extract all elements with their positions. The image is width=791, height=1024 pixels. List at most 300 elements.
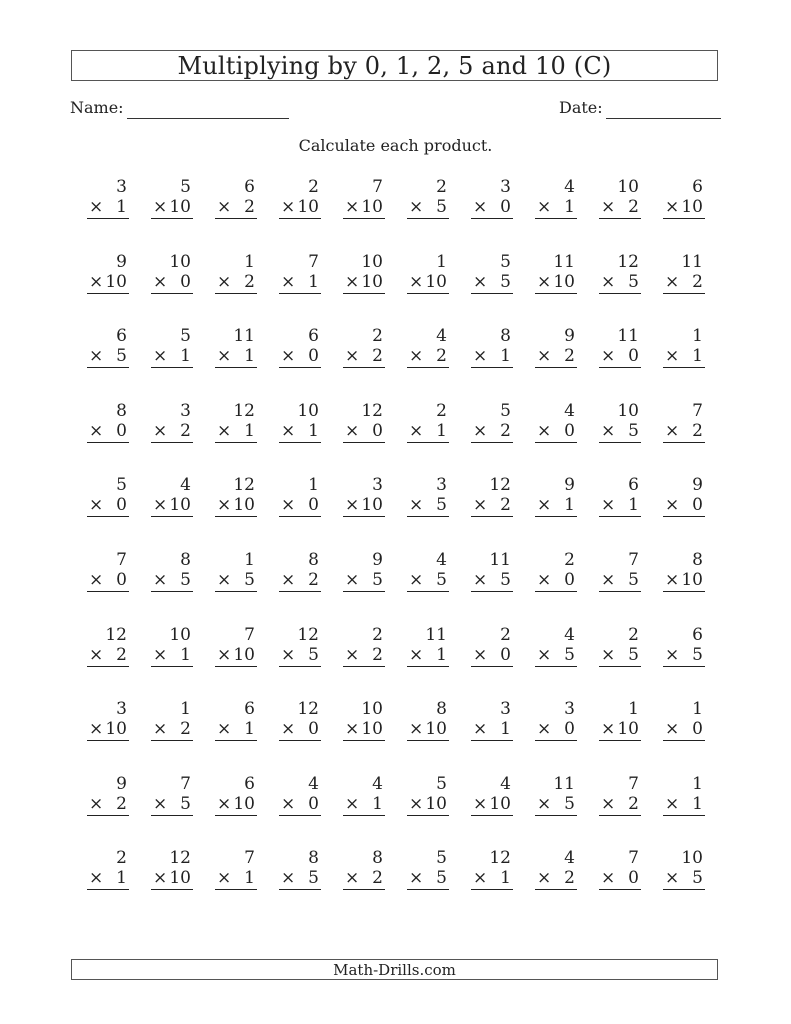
problem: [76, 401, 140, 476]
problem-body: [279, 625, 321, 700]
multiplicand: 11: [489, 549, 511, 570]
multiplier: 10: [617, 719, 639, 740]
multiplier-line: [471, 794, 513, 816]
multiplier: 10: [681, 569, 703, 590]
problem: [396, 475, 460, 550]
multiplier-line: [471, 719, 513, 741]
multiplier-line: [87, 272, 129, 294]
multiplicand: 8: [308, 848, 319, 869]
multiplier: 0: [116, 420, 127, 441]
problem-body: [471, 699, 513, 774]
multiplier: 2: [500, 495, 511, 516]
multiplier-line: [215, 495, 257, 517]
times-sign: ×: [665, 346, 680, 367]
multiplier: 0: [500, 644, 511, 665]
multiplier-line: [215, 719, 257, 741]
multiplier: 1: [244, 346, 255, 367]
multiplier: 0: [308, 495, 319, 516]
multiplier: 5: [116, 346, 127, 367]
multiplier: 5: [436, 197, 447, 217]
multiplicand: 10: [169, 251, 191, 272]
multiplicand: 9: [372, 549, 383, 570]
problem-body: [343, 252, 385, 327]
multiplicand: 10: [617, 400, 639, 421]
multiplier: 1: [500, 868, 511, 889]
times-sign: ×: [281, 569, 296, 590]
multiplier-line: [535, 570, 577, 592]
problem: [76, 774, 140, 849]
problem: [140, 475, 204, 550]
problem-body: [471, 550, 513, 625]
times-sign: ×: [281, 197, 296, 217]
times-sign: ×: [281, 868, 296, 889]
problem-body: [471, 625, 513, 700]
problem: [460, 848, 524, 923]
multiplicand: 2: [372, 624, 383, 645]
times-sign: ×: [89, 644, 104, 665]
multiplicand: 9: [116, 773, 127, 794]
problem-body: [87, 848, 129, 923]
problem-row: [76, 774, 716, 849]
problem-body: [663, 699, 705, 774]
problem: [652, 848, 716, 923]
times-sign: ×: [537, 793, 552, 814]
multiplier-line: [599, 645, 641, 667]
multiplicand: 4: [564, 400, 575, 421]
problem: [588, 177, 652, 252]
times-sign: ×: [473, 719, 488, 740]
multiplicand: 12: [297, 624, 319, 645]
problem-body: [343, 475, 385, 550]
problem: [268, 177, 332, 252]
problem-body: [407, 401, 449, 476]
problem-body: [535, 550, 577, 625]
multiplicand: 2: [436, 177, 447, 197]
multiplier-line: [279, 868, 321, 890]
problem: [652, 326, 716, 401]
problem: [396, 774, 460, 849]
multiplicand: 1: [692, 699, 703, 720]
multiplier-line: [663, 495, 705, 517]
multiplier: 10: [361, 495, 383, 516]
problem: [76, 550, 140, 625]
times-sign: ×: [601, 719, 616, 740]
problem-body: [535, 848, 577, 923]
multiplier-line: [663, 794, 705, 816]
problem-body: [663, 401, 705, 476]
times-sign: ×: [281, 793, 296, 814]
multiplicand: 10: [681, 848, 703, 869]
times-sign: ×: [217, 719, 232, 740]
problem-body: [151, 475, 193, 550]
multiplier: 10: [169, 197, 191, 217]
times-sign: ×: [601, 569, 616, 590]
problem: [396, 177, 460, 252]
problem-body: [151, 625, 193, 700]
multiplicand: 8: [372, 848, 383, 869]
problem-body: [599, 252, 641, 327]
multiplier: 2: [628, 793, 639, 814]
problem: [396, 401, 460, 476]
multiplier-line: [471, 645, 513, 667]
problem-body: [279, 550, 321, 625]
multiplicand: 3: [500, 177, 511, 197]
multiplier: 1: [116, 868, 127, 889]
problem: [588, 401, 652, 476]
times-sign: ×: [217, 793, 232, 814]
multiplicand: 2: [308, 177, 319, 197]
times-sign: ×: [601, 271, 616, 292]
problem: [332, 774, 396, 849]
multiplier-line: [87, 421, 129, 443]
problem-body: [151, 774, 193, 849]
times-sign: ×: [473, 495, 488, 516]
problem: [76, 252, 140, 327]
multiplicand: 4: [308, 773, 319, 794]
problem-body: [407, 848, 449, 923]
problem-body: [599, 401, 641, 476]
multiplicand: 2: [436, 400, 447, 421]
multiplier: 10: [361, 271, 383, 292]
multiplier-line: [151, 421, 193, 443]
multiplier-line: [87, 868, 129, 890]
multiplier-line: [343, 570, 385, 592]
multiplicand: 3: [372, 475, 383, 496]
times-sign: ×: [665, 569, 680, 590]
multiplicand: 3: [180, 400, 191, 421]
times-sign: ×: [537, 644, 552, 665]
problem: [332, 699, 396, 774]
problem-row: [76, 401, 716, 476]
problem: [524, 848, 588, 923]
multiplier-line: [407, 868, 449, 890]
multiplicand: 10: [297, 400, 319, 421]
multiplier: 0: [180, 271, 191, 292]
multiplier: 5: [628, 644, 639, 665]
problem: [652, 625, 716, 700]
problem-body: [215, 848, 257, 923]
problem: [396, 625, 460, 700]
problem-body: [535, 252, 577, 327]
multiplicand: 2: [628, 624, 639, 645]
times-sign: ×: [153, 719, 168, 740]
multiplicand: 5: [436, 773, 447, 794]
problem: [652, 252, 716, 327]
multiplier: 0: [692, 495, 703, 516]
multiplier-line: [215, 570, 257, 592]
problem-body: [279, 699, 321, 774]
problem-body: [599, 848, 641, 923]
multiplicand: 9: [564, 475, 575, 496]
problem: [268, 401, 332, 476]
multiplicand: 1: [244, 549, 255, 570]
problem-body: [663, 475, 705, 550]
footer: [71, 959, 718, 980]
multiplicand: 6: [692, 177, 703, 197]
multiplicand: 12: [233, 475, 255, 496]
times-sign: ×: [601, 346, 616, 367]
problem: [652, 401, 716, 476]
problem-row: [76, 699, 716, 774]
problem-body: [407, 625, 449, 700]
multiplier-line: [407, 794, 449, 816]
multiplicand: 7: [244, 848, 255, 869]
problem: [268, 326, 332, 401]
problem-body: [407, 550, 449, 625]
times-sign: ×: [665, 197, 680, 217]
multiplier-line: [407, 197, 449, 219]
multiplier: 0: [500, 197, 511, 217]
problem: [332, 401, 396, 476]
multiplicand: 11: [553, 251, 575, 272]
problem: [396, 326, 460, 401]
multiplier: 10: [297, 197, 319, 217]
problem-body: [663, 252, 705, 327]
problem-body: [407, 774, 449, 849]
times-sign: ×: [665, 495, 680, 516]
problem-body: [343, 550, 385, 625]
problem-body: [87, 401, 129, 476]
problem-body: [599, 475, 641, 550]
multiplicand: 8: [500, 326, 511, 347]
multiplier: 5: [436, 868, 447, 889]
multiplicand: 12: [489, 848, 511, 869]
multiplicand: 4: [500, 773, 511, 794]
multiplier: 10: [233, 793, 255, 814]
times-sign: ×: [89, 346, 104, 367]
problem: [460, 401, 524, 476]
problem-body: [471, 848, 513, 923]
multiplier-line: [87, 197, 129, 219]
multiplicand: 6: [244, 773, 255, 794]
multiplier: 2: [244, 271, 255, 292]
problem: [268, 699, 332, 774]
multiplier-line: [663, 272, 705, 294]
problem-body: [599, 699, 641, 774]
multiplicand: 1: [692, 326, 703, 347]
problem-row: [76, 848, 716, 923]
times-sign: ×: [345, 346, 360, 367]
problem: [140, 848, 204, 923]
times-sign: ×: [409, 420, 424, 441]
multiplier-line: [151, 645, 193, 667]
multiplier: 1: [308, 420, 319, 441]
multiplier: 5: [628, 569, 639, 590]
problem-body: [215, 326, 257, 401]
multiplier: 2: [500, 420, 511, 441]
times-sign: ×: [153, 644, 168, 665]
times-sign: ×: [665, 420, 680, 441]
multiplier-line: [535, 421, 577, 443]
multiplicand: 8: [308, 549, 319, 570]
multiplicand: 3: [500, 699, 511, 720]
times-sign: ×: [345, 420, 360, 441]
problem-body: [535, 625, 577, 700]
multiplicand: 12: [617, 251, 639, 272]
times-sign: ×: [89, 868, 104, 889]
multiplicand: 1: [180, 699, 191, 720]
multiplier: 1: [116, 197, 127, 217]
times-sign: ×: [345, 868, 360, 889]
problem: [588, 550, 652, 625]
times-sign: ×: [281, 346, 296, 367]
multiplier-line: [663, 346, 705, 368]
times-sign: ×: [89, 793, 104, 814]
multiplier: 1: [372, 793, 383, 814]
times-sign: ×: [345, 271, 360, 292]
multiplicand: 11: [425, 624, 447, 645]
problem-body: [215, 699, 257, 774]
problem-body: [343, 774, 385, 849]
multiplicand: 1: [308, 475, 319, 496]
date-field-line[interactable]: [606, 118, 721, 119]
multiplier-line: [599, 197, 641, 219]
multiplier-line: [151, 495, 193, 517]
times-sign: ×: [345, 197, 360, 217]
problem: [652, 177, 716, 252]
multiplier: 5: [500, 569, 511, 590]
multiplier-line: [215, 272, 257, 294]
multiplicand: 5: [500, 251, 511, 272]
multiplier-line: [343, 272, 385, 294]
multiplier: 0: [308, 793, 319, 814]
problem: [588, 475, 652, 550]
problem-body: [87, 252, 129, 327]
problem-body: [87, 326, 129, 401]
times-sign: ×: [473, 346, 488, 367]
problem: [460, 475, 524, 550]
multiplicand: 9: [692, 475, 703, 496]
name-field-line[interactable]: [127, 118, 289, 119]
multiplier-line: [87, 570, 129, 592]
multiplicand: 11: [553, 773, 575, 794]
multiplier: 2: [180, 719, 191, 740]
problem-body: [151, 401, 193, 476]
multiplier-line: [599, 794, 641, 816]
footer-text: Math-Drills.com: [333, 960, 456, 979]
times-sign: ×: [601, 197, 616, 217]
times-sign: ×: [537, 420, 552, 441]
multiplicand: 5: [500, 400, 511, 421]
times-sign: ×: [345, 569, 360, 590]
multiplier: 2: [372, 644, 383, 665]
multiplicand: 9: [116, 251, 127, 272]
times-sign: ×: [473, 868, 488, 889]
multiplicand: 12: [105, 624, 127, 645]
problem-body: [87, 699, 129, 774]
problem-body: [471, 326, 513, 401]
problem: [396, 699, 460, 774]
times-sign: ×: [409, 719, 424, 740]
multiplicand: 7: [628, 848, 639, 869]
problem-body: [599, 177, 641, 252]
problem: [524, 475, 588, 550]
problem-body: [87, 475, 129, 550]
multiplier-line: [279, 421, 321, 443]
multiplier-line: [215, 645, 257, 667]
problem: [460, 252, 524, 327]
multiplier: 5: [692, 868, 703, 889]
multiplier: 5: [308, 644, 319, 665]
multiplier-line: [599, 868, 641, 890]
multiplicand: 6: [244, 177, 255, 197]
problem: [332, 848, 396, 923]
multiplier: 2: [116, 793, 127, 814]
problem-body: [279, 252, 321, 327]
multiplier: 0: [564, 569, 575, 590]
multiplier-line: [599, 570, 641, 592]
times-sign: ×: [601, 793, 616, 814]
multiplier: 2: [628, 197, 639, 217]
times-sign: ×: [409, 569, 424, 590]
multiplier-line: [215, 421, 257, 443]
multiplier-line: [535, 645, 577, 667]
multiplier: 10: [233, 644, 255, 665]
problem-body: [215, 177, 257, 252]
multiplier-line: [215, 794, 257, 816]
times-sign: ×: [665, 644, 680, 665]
problem-body: [471, 177, 513, 252]
problem-row: [76, 550, 716, 625]
multiplier-line: [151, 794, 193, 816]
times-sign: ×: [217, 495, 232, 516]
problem-body: [535, 326, 577, 401]
problem-row: [76, 326, 716, 401]
multiplier: 2: [372, 346, 383, 367]
problem: [268, 550, 332, 625]
problem: [140, 625, 204, 700]
problem-body: [151, 252, 193, 327]
problem-body: [215, 550, 257, 625]
multiplier-line: [663, 719, 705, 741]
times-sign: ×: [153, 271, 168, 292]
multiplier-line: [663, 421, 705, 443]
problem: [204, 774, 268, 849]
problem: [140, 774, 204, 849]
multiplicand: 11: [681, 251, 703, 272]
problem: [204, 625, 268, 700]
multiplicand: 12: [169, 848, 191, 869]
times-sign: ×: [601, 495, 616, 516]
multiplier-line: [663, 645, 705, 667]
multiplier-line: [215, 868, 257, 890]
multiplier-line: [599, 346, 641, 368]
problem-body: [535, 774, 577, 849]
multiplicand: 8: [180, 549, 191, 570]
problem: [652, 550, 716, 625]
problem-body: [599, 326, 641, 401]
multiplier-line: [535, 197, 577, 219]
multiplier: 5: [308, 868, 319, 889]
problem: [524, 326, 588, 401]
multiplier: 10: [425, 719, 447, 740]
multiplicand: 1: [244, 251, 255, 272]
multiplier: 10: [489, 793, 511, 814]
times-sign: ×: [89, 197, 104, 217]
multiplier: 1: [244, 868, 255, 889]
multiplier-line: [535, 719, 577, 741]
problem: [140, 401, 204, 476]
multiplicand: 4: [436, 549, 447, 570]
problem-body: [151, 326, 193, 401]
problem-body: [407, 252, 449, 327]
times-sign: ×: [345, 495, 360, 516]
times-sign: ×: [345, 644, 360, 665]
times-sign: ×: [409, 346, 424, 367]
problem-body: [535, 475, 577, 550]
problem: [268, 774, 332, 849]
multiplier: 5: [628, 271, 639, 292]
